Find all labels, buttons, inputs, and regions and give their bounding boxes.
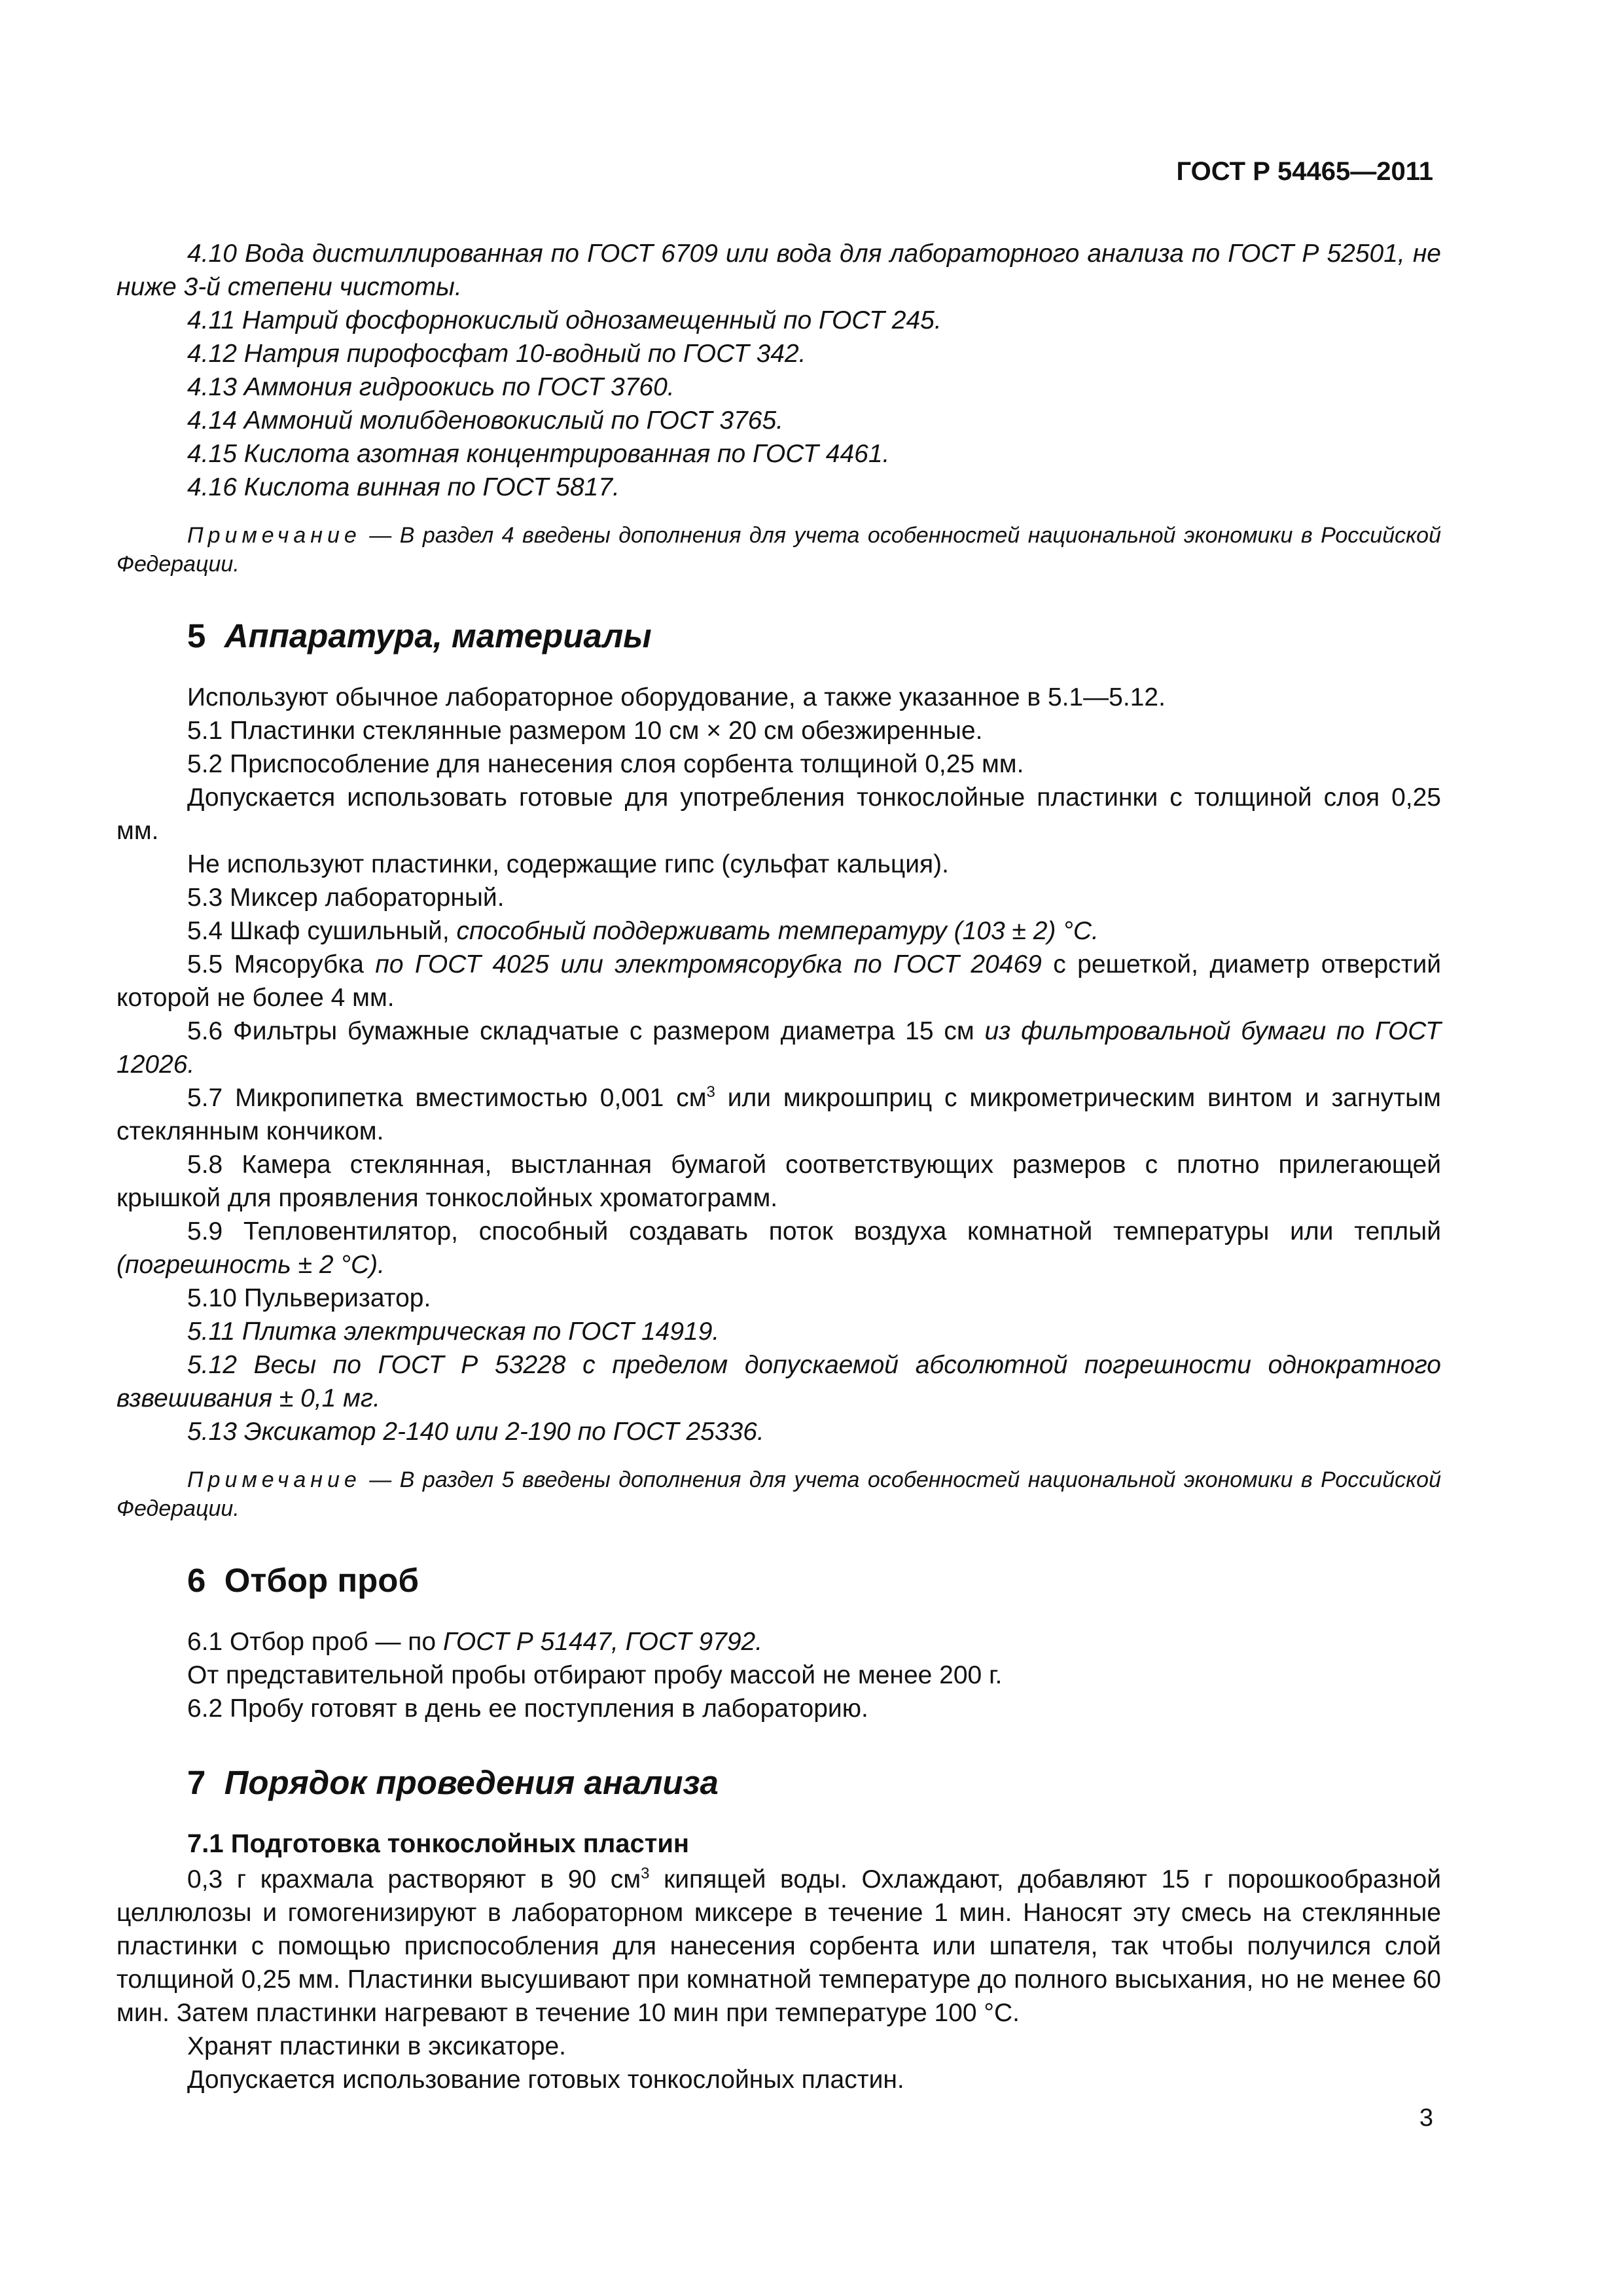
item-5-12: 5.12 Весы по ГОСТ Р 53228 с пределом допускаемой абсолютной погрешности однократного взвешивания ± 0,1 мг.	[116, 1351, 1441, 1412]
text-run-italic: из фильтровальной бумаги по ГОСТ 12026.	[116, 1017, 1441, 1079]
item-5-3: 5.3 Миксер лабораторный.	[187, 884, 505, 912]
item-5-2: 5.2 Приспособление для нанесения слоя сорбента толщиной 0,25 мм.	[187, 750, 1024, 778]
item-4-10: 4.10 Вода дистиллированная по ГОСТ 6709 или вода для лабораторного анализа по ГОСТ Р 52501, не ниже 3-й степени чистоты.	[116, 240, 1441, 301]
text-run: 5.5 Мясорубка	[187, 950, 376, 978]
note-label: Примечание	[187, 523, 361, 548]
item-7-1-storage: Хранят пластинки в эксикаторе.	[187, 2032, 567, 2060]
text-run: 5.6 Фильтры бумажные складчатые с размером диаметра 15 см	[187, 1017, 985, 1045]
item-5-2-restriction: Не используют пластинки, содержащие гипс (сульфат кальция).	[187, 850, 949, 878]
section-number: 5	[187, 617, 206, 655]
section-number: 7	[187, 1764, 206, 1801]
text-run: кипящей воды. Охлаждают, добавляют 15 г порошкообразной целлюлозы и гомогенизируют в лабораторном миксере в течение 1 мин. Наносят эту смесь на стеклянные пластинки с помощью приспособления для нанесения сорбента или шпателя, так чтобы получился слой толщиной 0,25 мм. Пластинки высушивают при комнатной температуре до полного высыхания, но не менее 60 мин. Затем пластинки нагревают в течение 10 мин при температуре 100 °С.	[116, 1865, 1441, 2027]
note-section-5	[116, 1465, 1441, 1523]
section-6-heading	[116, 1561, 1441, 1600]
section-5-heading	[116, 617, 1441, 656]
item-5-13: 5.13 Эксикатор 2-140 или 2-190 по ГОСТ 25336.	[187, 1418, 764, 1446]
note-text: — В раздел 5 введены дополнения для учета особенностей национальной экономики в Российской Федерации.	[116, 1467, 1441, 1521]
text-run: 5.4 Шкаф сушильный,	[187, 917, 457, 945]
text-run-italic: ГОСТ Р 51447, ГОСТ 9792.	[442, 1628, 763, 1656]
superscript: 3	[706, 1083, 715, 1101]
section-number: 6	[187, 1562, 206, 1599]
section-5-intro: Используют обычное лабораторное оборудование, а также указанное в 5.1—5.12.	[187, 683, 1166, 711]
item-5-7	[116, 1081, 1441, 1148]
text-run: или микрошприц с микрометрическим винтом и загнутым стеклянным кончиком.	[116, 1084, 1441, 1145]
page-number: 3	[1419, 2104, 1433, 2132]
item-6-1-mass: От представительной пробы отбирают пробу массой не менее 200 г.	[187, 1661, 1003, 1689]
item-4-16: 4.16 Кислота винная по ГОСТ 5817.	[187, 473, 620, 501]
item-4-13: 4.13 Аммония гидроокись по ГОСТ 3760.	[187, 373, 675, 401]
note-label: Примечание	[187, 1467, 361, 1492]
item-5-10: 5.10 Пульверизатор.	[187, 1284, 431, 1312]
note-text: — В раздел 4 введены дополнения для учета особенностей национальной экономики в Российской Федерации.	[116, 523, 1441, 577]
item-5-5	[116, 948, 1441, 1014]
item-5-11: 5.11 Плитка электрическая по ГОСТ 14919.	[187, 1318, 720, 1346]
section-7-heading	[116, 1763, 1441, 1803]
superscript: 3	[641, 1865, 650, 1882]
text-run: 0,3 г крахмала растворяют в 90 см	[187, 1865, 641, 1893]
item-5-6	[116, 1014, 1441, 1081]
item-4-15: 4.15 Кислота азотная концентрированная по ГОСТ 4461.	[187, 440, 890, 468]
item-4-12: 4.12 Натрия пирофосфат 10-водный по ГОСТ 342.	[187, 340, 806, 368]
text-run-italic: способный поддерживать температуру (103 ± 2) °С.	[456, 917, 1099, 945]
text-run: с решеткой, диаметр отверстий которой не более 4 мм.	[116, 950, 1442, 1012]
standard-code-header: ГОСТ Р 54465—2011	[1176, 157, 1433, 186]
text-run: 5.9 Тепловентилятор, способный создавать поток воздуха комнатной температуры или теплый	[187, 1217, 1441, 1246]
page-content	[116, 237, 1441, 2096]
item-5-2-allowance: Допускается использовать готовые для употребления тонкослойные пластинки с толщиной слоя 0,25 мм.	[116, 783, 1441, 845]
text-run-italic: (погрешность ± 2 °С).	[116, 1251, 385, 1279]
section-title: Аппаратура, материалы	[224, 617, 652, 655]
item-6-1	[116, 1625, 1441, 1659]
text-run-italic: по ГОСТ 4025 или электромясорубка по ГОСТ 20469	[375, 950, 1042, 978]
item-5-1: 5.1 Пластинки стеклянные размером 10 см × 20 см обезжиренные.	[187, 717, 983, 745]
item-4-11: 4.11 Натрий фосфорнокислый однозамещенный по ГОСТ 245.	[187, 306, 942, 334]
section-title: Порядок проведения анализа	[224, 1764, 719, 1801]
item-5-9	[116, 1215, 1441, 1282]
note-section-4	[116, 521, 1441, 579]
item-5-4	[116, 914, 1441, 948]
text-run: 6.1 Отбор проб — по	[187, 1628, 443, 1656]
text-run: 5.7 Микропипетка вместимостью 0,001 см	[187, 1084, 707, 1112]
item-5-8: 5.8 Камера стеклянная, выстланная бумагой соответствующих размеров с плотно прилегающей крышкой для проявления тонкослойных хроматограмм.	[116, 1151, 1441, 1212]
section-title: Отбор проб	[224, 1562, 419, 1599]
subsection-7-1-heading: 7.1 Подготовка тонкослойных пластин	[187, 1829, 690, 1858]
item-7-1-procedure	[116, 1863, 1441, 2030]
item-4-14: 4.14 Аммоний молибденовокислый по ГОСТ 3765.	[187, 406, 783, 435]
item-6-2: 6.2 Пробу готовят в день ее поступления в лабораторию.	[187, 1695, 868, 1723]
item-7-1-allowance: Допускается использование готовых тонкослойных пластин.	[187, 2066, 904, 2094]
